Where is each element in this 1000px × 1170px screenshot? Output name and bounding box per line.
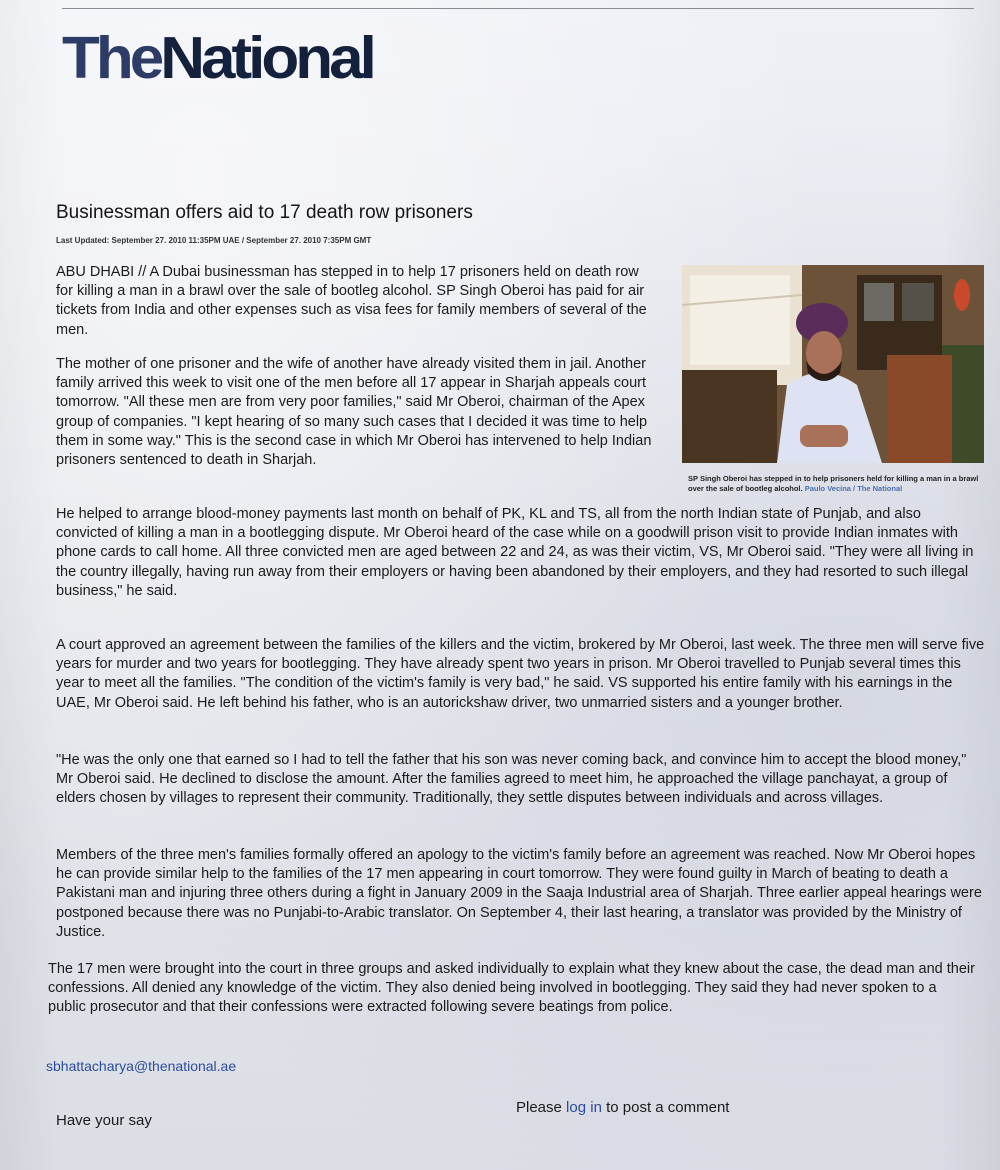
paragraph: The 17 men were brought into the court in three groups and asked individually to explain what they knew about the case, the dead man and their confessions. All denied any knowledge of the victim. They also denied being involved in bootlegging. They said they had never spoken to a public prosecutor and that their confessions were extracted following severe beatings from police. [48,961,975,1016]
masthead-logo [62,25,373,92]
login-link[interactable]: log in [566,1099,602,1116]
comment-suffix: to post a comment [606,1099,730,1116]
paragraph: He helped to arrange blood-money payments last month on behalf of PK, KL and TS, all from the north Indian state of Punjab, and also convicted of killing a man in a bootlegging dispute. Mr Oberoi heard of the case while on a goodwill prison visit to provide Indian inmates with phone cards to call home. All three convicted men are aged between 22 and 24, as was their victim, VS, Mr Oberoi said. "They were all living in the country illegally, having run away from their employers or having been abandoned by their employers, and they had resorted to such illegal business," he said. [56,506,974,599]
photo-credit: Paulo Vecina / The National [804,484,903,493]
top-divider [62,8,974,9]
article-headline: Businessman offers aid to 17 death row prisoners [56,202,473,223]
photo-caption [688,474,984,494]
photo-illustration [682,265,984,463]
article-photo [682,265,984,463]
paragraph: A court approved an agreement between the families of the killers and the victim, brokered by Mr Oberoi, last week. The three men will serve five years for murder and two years for bootlegging. They have already spent two years in prison. Mr Oberoi travelled to Punjab several times this year to meet all the families. "The condition of the victim's family is very bad," he said. VS supported his entire family with his earnings in the UAE, Mr Oberoi said. He left behind his father, who is an autorickshaw driver, two unmarried sisters and a younger brother. [56,637,985,711]
logo-the: The [62,25,161,92]
paragraph: Members of the three men's families formally offered an apology to the victim's family before an agreement was reached. Now Mr Oberoi hopes he can provide similar help to the families of the 17 men appearing in court tomorrow. They were found guilty in March of beating to death a Pakistani man and injuring three others during a fight in January 2009 in the Saaja Industrial area of Sharjah. Three earlier appeal hearings were postponed because there was no Punjabi-to-Arabic translator. On September 4, their last hearing, a translator was provided by the Ministry of Justice. [56,847,982,940]
have-your-say-heading: Have your say [56,1112,152,1129]
paragraph: ABU DHABI // A Dubai businessman has stepped in to help 17 prisoners held on death row for killing a man in a brawl over the sale of bootleg alcohol. SP Singh Oberoi has paid for air tickets from India and other expenses such as visa fees for family members of several of the men. [56,264,647,338]
comment-prompt [516,1099,729,1116]
paragraph: The mother of one prisoner and the wife of another have already visited them in jail. Another family arrived this week to visit one of the men before all 17 appear in Sharjah appeals court tomorrow. "All these men are from very poor families," said Mr Oberoi, chairman of the Apex group of companies. "I kept hearing of so many such cases that I decided it was time to help them in some way." This is the second case in which Mr Oberoi has intervened to help Indian prisoners sentenced to death in Sharjah. [56,356,652,469]
last-updated: Last Updated: September 27. 2010 11:35PM UAE / September 27. 2010 7:35PM GMT [56,236,372,245]
author-email-link[interactable]: sbhattacharya@thenational.ae [46,1058,237,1074]
paragraph: "He was the only one that earned so I had to tell the father that his son was never coming back, and convince him to accept the blood money," Mr Oberoi said. He declined to disclose the amount. After the families agreed to meet him, he approached the village panchayat, a group of elders chosen by villages to represent their community. Traditionally, they settle disputes between individuals and across villages. [56,752,967,807]
comment-prefix: Please [516,1099,562,1116]
logo-national: National [160,25,373,92]
caption-text: SP Singh Oberoi has stepped in to help prisoners held for killing a man in a brawl over the sale of bootleg alcohol. [688,474,979,493]
